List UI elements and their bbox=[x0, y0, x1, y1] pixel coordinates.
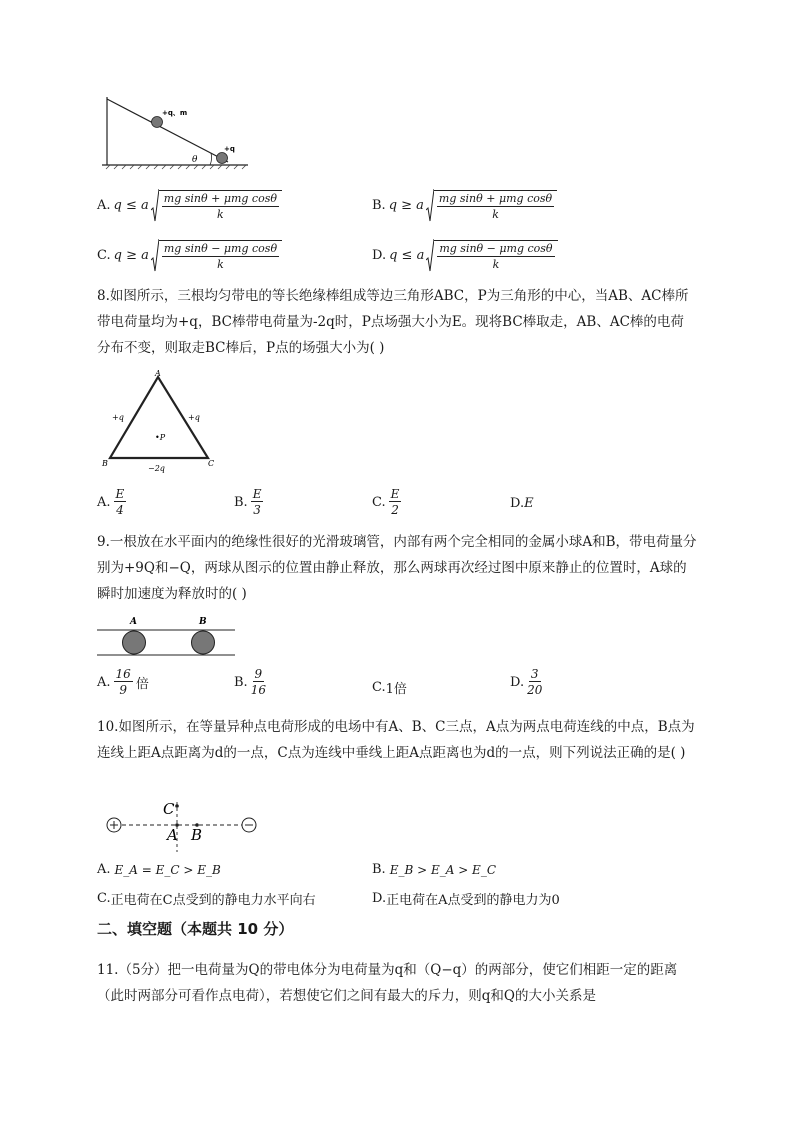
q9-option-d: D. $\frac{3}{20}$ bbox=[510, 667, 543, 697]
q10-option-d: D. 正电荷在A点受到的静电力为0 bbox=[372, 891, 560, 908]
q7-a-numerator: mg sinθ + μmg cosθ bbox=[163, 191, 277, 205]
q9-tube-figure bbox=[97, 614, 237, 658]
q10-point-a: A bbox=[167, 826, 178, 844]
q7-ball-bottom-label: +q bbox=[224, 145, 235, 153]
q7-d-numerator: mg sinθ − μmg cosθ bbox=[439, 241, 553, 255]
q7-option-c: C. q ≥ a $\frac{\text{mg sinθ − μmg cosθ}}{k}$ bbox=[97, 238, 282, 272]
q8-right-charge: +q bbox=[188, 413, 200, 422]
q7-b-numerator: mg sinθ + μmg cosθ bbox=[438, 191, 553, 205]
q10-dipole-figure bbox=[100, 796, 265, 854]
q8-center-p: •P bbox=[155, 433, 166, 442]
q7-incline-figure bbox=[100, 95, 250, 173]
q7-option-b: B. q ≥ a $\frac{\text{mg sinθ + μmg cosθ}}{k}$ bbox=[372, 188, 557, 222]
q9-option-c: C. 1倍 bbox=[372, 680, 407, 697]
q7-c-numerator: mg sinθ − μmg cosθ bbox=[163, 241, 278, 255]
q9-question-text: 9.一根放在水平面内的绝缘性很好的光滑玻璃管，内部有两个完全相同的金属小球A和B，带电荷量分别为+9Q和−Q，两球从图示的位置由静止释放，那么两球再次经过图中原来静止的位置时，A球的瞬时加速度为释放时的( ) bbox=[97, 534, 697, 602]
q8-question-text: 8.如图所示，三根均匀带电的等长绝缘棒组成等边三角形ABC，P为三角形的中心，当AB、AC棒所带电荷量均为+q，BC棒带电荷量为-2q时，P点场强大小为E。现将BC棒取走，AB、AC棒的电荷分布不变，则取走BC棒后，P点的场强大小为( ) bbox=[97, 288, 689, 356]
q10-question-text: 10.如图所示，在等量异种点电荷形成的电场中有A、B、C三点，A点为两点电荷连线的中点，B点为连线上距A点距离为d的一点，C点为连线中垂线上距A点距离也为d的一点，则下列说法正确的是( ) bbox=[97, 719, 695, 761]
q9-option-a: A. $\frac{16}{9}$ 倍 bbox=[97, 667, 149, 697]
q10-option-a: A. E_A = E_C > E_B bbox=[97, 862, 221, 877]
q11-question-text: 11.（5分）把一电荷量为Q的带电体分为电荷量为q和（Q−q）的两部分，使它们相距一定的距离（此时两部分可看作点电荷），若想使它们之间有最大的斥力，则q和Q的大小关系是 bbox=[97, 962, 678, 1004]
q8-option-b: B. $\frac{E}{3}$ bbox=[234, 487, 262, 517]
q8-vertex-b: B bbox=[102, 459, 108, 468]
q9-option-b: B. $\frac{9}{16}$ bbox=[234, 667, 266, 697]
q10-option-c: C. 正电荷在C点受到的静电力水平向右 bbox=[97, 891, 316, 908]
q10-point-b: B bbox=[191, 826, 203, 844]
q10-point-c: C bbox=[163, 800, 175, 818]
q7-option-a: A. q ≤ a $\frac{\text{mg sinθ + μmg cosθ}}{k}$ bbox=[97, 188, 282, 222]
q8-vertex-c: C bbox=[208, 459, 215, 468]
q8-bottom-charge: −2q bbox=[148, 464, 165, 473]
q8-left-charge: +q bbox=[112, 413, 124, 422]
q8-option-a: A. $\frac{E}{4}$ bbox=[97, 487, 125, 517]
q7-option-d: D. q ≤ a $\frac{\text{mg sinθ − μmg cosθ}}{k}$ bbox=[372, 238, 558, 272]
q8-option-c: C. $\frac{E}{2}$ bbox=[372, 487, 400, 517]
q9-ball-a-label: A bbox=[130, 617, 137, 627]
q8-option-d: D. E bbox=[510, 496, 534, 511]
q10-option-b: B. E_B > E_A > E_C bbox=[372, 862, 496, 877]
section-heading-fill-in: 二、填空题（本题共 10 分） bbox=[97, 920, 294, 938]
q8-triangle-figure bbox=[100, 368, 220, 473]
q7-angle-label: θ bbox=[192, 155, 198, 165]
q9-ball-b-label: B bbox=[199, 617, 207, 627]
q7-ball-top-label: +q、m bbox=[162, 109, 188, 117]
q8-vertex-a: A bbox=[155, 369, 161, 378]
